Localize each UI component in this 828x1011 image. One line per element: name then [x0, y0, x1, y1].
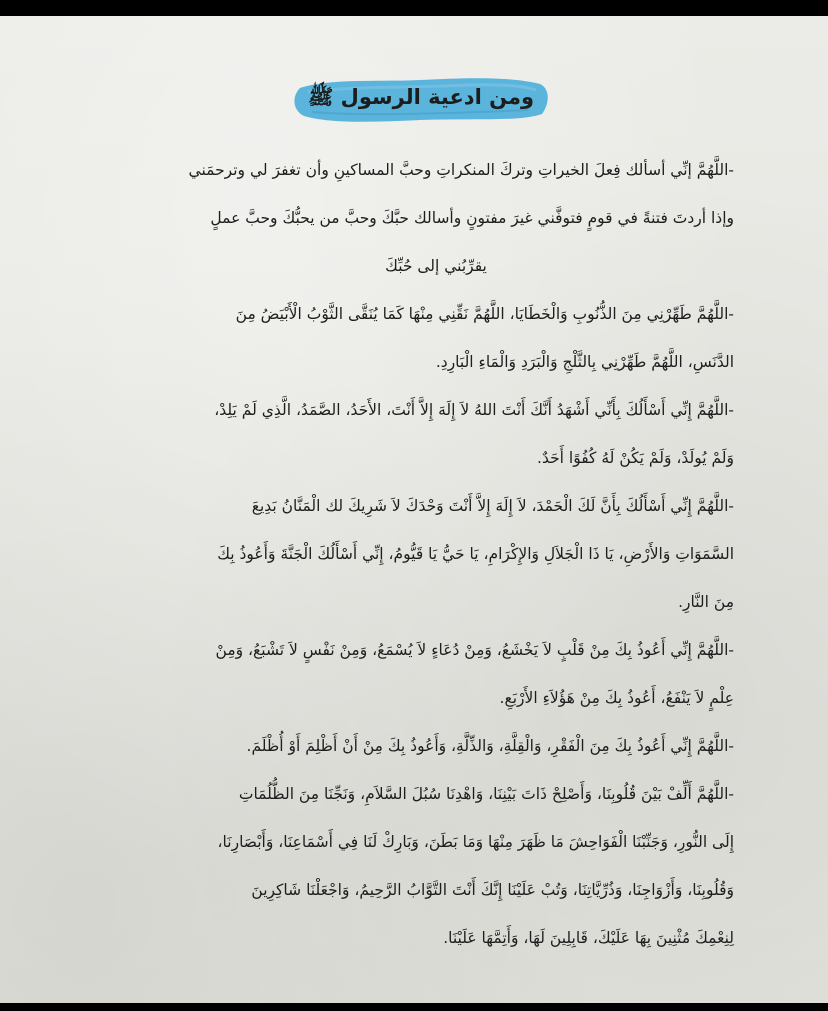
text-line: -اللَّهُمَّ إِنِّي أَسْأَلُكَ بِأَنَّ لَكَ الْحَمْدَ، لاَ إِلَهَ إِلاَّ أَنْتَ وَحْدَكَ لاَ شَرِيكَ لك الْمَنَّانُ بَدِيعَ	[251, 497, 734, 515]
text-line: الدَّنَسِ، اللَّهُمَّ طَهِّرْنِي بِالثَّلْجِ وَالْبَرَدِ وَالْمَاءِ الْبَارِدِ.	[435, 353, 734, 371]
paper-background	[0, 16, 828, 1003]
text-line: عِلْمٍ لاَ يَنْفَعُ، أَعُوذُ بِكَ مِنْ هَؤُلاَءِ الأَرْبَعِ.	[499, 689, 734, 707]
text-line: وإذا أردتَ فتنةً في قومٍ فتوفَّني غيرَ مفتونٍ وأسالك حبَّكَ وحبَّ من يحبُّكَ وحبَّ عملٍ	[210, 209, 734, 227]
bottom-black-bar	[0, 1003, 828, 1011]
title-banner	[290, 72, 552, 126]
text-line: لِنِعْمِكَ مُثْنِينَ بِهَا عَلَيْكَ، قَابِلِينَ لَهَا، وَأَتِمَّهَا عَلَيْنَا.	[443, 929, 734, 947]
text-line: وَقُلُوبِنَا، وَأَزْوَاجِنَا، وَذُرِّيَّاتِنَا، وَتُبْ عَلَيْنَا إِنَّكَ أَنْتَ التَّوَّابُ الرَّحِيمُ، وَاجْعَلْنَا شَاكِرِينَ	[251, 881, 734, 899]
text-line: -اللَّهُمَّ إِنِّي أَعُوذُ بِكَ مِنَ الْفَقْرِ، وَالْقِلَّةِ، وَالذِّلَّةِ، وَأَعُوذُ بِكَ مِنْ أَنْ أَظْلِمَ أَوْ أُظْلَمَ.	[246, 737, 734, 755]
text-line: -اللَّهُمَّ إنِّي أسألك فِعلَ الخيراتِ وتركَ المنكراتِ وحبَّ المساكينِ وأن تغفرَ لي وترحمَني	[188, 161, 734, 179]
text-line: -اللَّهُمَّ إِنِّي أَعُوذُ بِكَ مِنْ قَلْبٍ لاَ يَخْشَعُ، وَمِنْ دُعَاءٍ لاَ يُسْمَعُ، وَمِنْ نَفْسٍ لاَ تَشْبَعُ، وَمِنْ	[215, 641, 734, 659]
text-line: السَّمَوَاتِ وَالأَرْضِ، يَا ذَا الْجَلاَلِ وَالإِكْرَامِ، يَا حَيُّ يَا قَيُّومُ، إِنِّي أَسْأَلُكَ الْجَنَّةَ وَأَعُوذُ بِكَ	[217, 545, 734, 563]
text-line: -اللَّهُمَّ أَلِّفْ بَيْنَ قُلُوبِنَا، وَأَصْلِحْ ذَاتَ بَيْنِنَا، وَاهْدِنَا سُبُلَ السَّلاَمِ، وَنَجِّنَا مِنَ الظُّلُمَاتِ	[238, 785, 734, 803]
text-line: مِنَ النَّارِ.	[678, 593, 734, 611]
top-black-bar	[0, 0, 828, 16]
text-line: إِلَى النُّورِ، وَجَنِّبْنَا الْفَوَاحِشَ مَا ظَهَرَ مِنْهَا وَمَا بَطَنَ، وَبَارِكْ لَنَا فِي أَسْمَاعِنَا، وَأَبْصَارِنَا،	[217, 833, 734, 851]
supplications-text	[98, 146, 734, 962]
page-title: ومن ادعية الرسول ﷺ	[307, 84, 535, 109]
text-line: يقرِّبُني إلى حُبِّكَ	[385, 257, 487, 275]
text-line: -اللَّهُمَّ طَهِّرْنِي مِنَ الذُّنُوبِ وَالْخَطَايَا، اللَّهُمَّ نَقِّنِي مِنْهَا كَمَا يُنَقَّى الثَّوْبُ الْأَبْيَضُ مِنَ	[235, 305, 734, 323]
text-line: -اللَّهُمَّ إِنِّي أَسْأَلُكَ بِأَنِّي أَشْهَدُ أَنَّكَ أَنْتَ اللهُ لاَ إِلَهَ إِلاَّ أَنْتَ، الأَحَدُ، الصَّمَدُ، الَّذِي لَمْ يَلِدْ،	[214, 401, 734, 419]
text-line: وَلَمْ يُولَدْ، وَلَمْ يَكُنْ لَهُ كُفُوًا أَحَدٌ.	[537, 449, 734, 467]
